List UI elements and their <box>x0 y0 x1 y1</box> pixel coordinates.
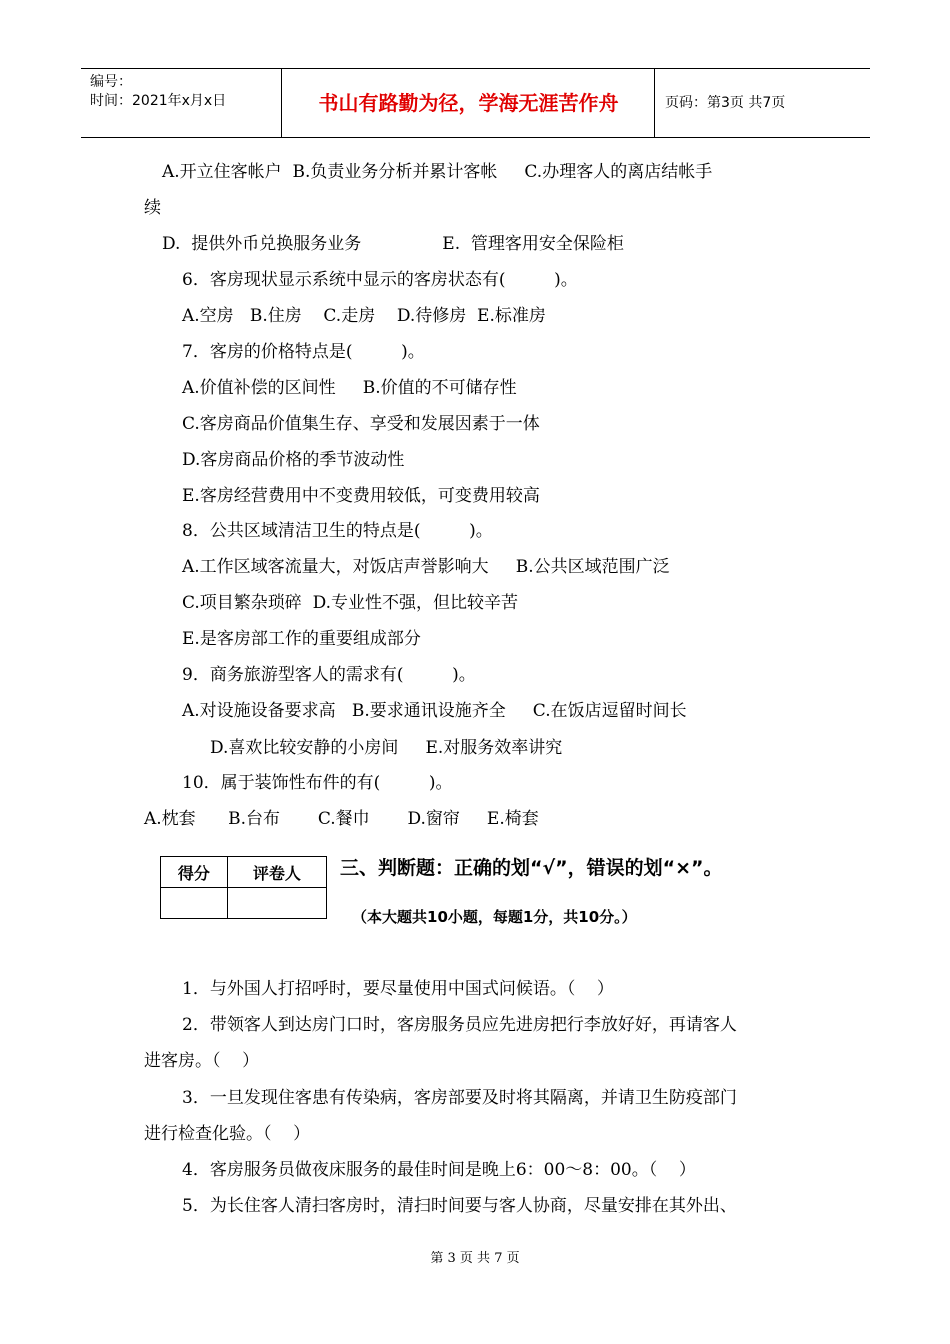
question-line: 7．客房的价格特点是( )。 <box>182 342 425 362</box>
judge-question: 4．客房服务员做夜床服务的最佳时间是晚上6：00～8：00。（ ） <box>182 1160 696 1180</box>
option-line: D.客房商品价格的季节波动性 <box>182 450 405 470</box>
section-title: 三、判断题：正确的划“√”，错误的划“×”。 <box>340 857 723 879</box>
option-line: A.枕套 B.台布 C.餐巾 D.窗帘 E.椅套 <box>144 809 539 829</box>
score-cell[interactable] <box>161 888 228 919</box>
grader-header: 评卷人 <box>227 857 326 888</box>
option-line: C.客房商品价值集生存、享受和发展因素于一体 <box>182 414 540 434</box>
header-motto: 书山有路勤为径，学海无涯苦作舟 <box>283 69 655 137</box>
option-line: E.是客房部工作的重要组成部分 <box>182 629 421 649</box>
option-line: A.开立住客帐户 B.负责业务分析并累计客帐 C.办理客人的离店结帐手 <box>162 162 713 182</box>
judge-question: 1．与外国人打招呼时，要尽量使用中国式问候语。（ ） <box>182 979 614 999</box>
judge-question-cont: 进客房。（ ） <box>144 1051 260 1071</box>
judge-question-cont: 进行检查化验。（ ） <box>144 1124 311 1144</box>
judge-question: 2．带领客人到达房门口时，客房服务员应先进房把行李放好好，再请客人 <box>182 1015 737 1035</box>
score-table <box>160 856 327 919</box>
option-line: A.空房 B.住房 C.走房 D.待修房 E.标准房 <box>182 306 546 326</box>
header-meta <box>81 69 282 137</box>
question-line: 9．商务旅游型客人的需求有( )。 <box>182 665 476 685</box>
judge-question: 3．一旦发现住客患有传染病，客房部要及时将其隔离，并请卫生防疫部门 <box>182 1088 737 1108</box>
judge-question: 5．为长住客人清扫客房时，清扫时间要与客人协商，尽量安排在其外出、 <box>182 1196 737 1216</box>
section-note: （本大题共10小题，每题1分，共10分。） <box>352 908 637 926</box>
option-line: A.价值补偿的区间性 B.价值的不可储存性 <box>182 378 517 398</box>
option-line: C.项目繁杂琐碎 D.专业性不强，但比较辛苦 <box>182 593 519 613</box>
header-page-info: 页码：第3页 共7页 <box>665 95 786 111</box>
option-line: 续 <box>144 198 161 218</box>
option-line: E.客房经营费用中不变费用较低，可变费用较高 <box>182 486 540 506</box>
question-line: 8．公共区域清洁卫生的特点是( )。 <box>182 521 493 541</box>
option-line: D.喜欢比较安静的小房间 E.对服务效率讲究 <box>210 738 563 758</box>
option-line: D. 提供外币兑换服务业务 E. 管理客用安全保险柜 <box>162 234 624 254</box>
option-line: A.对设施设备要求高 B.要求通讯设施齐全 C.在饭店逗留时间长 <box>182 701 687 721</box>
question-line: 10．属于装饰性布件的有( )。 <box>182 773 453 793</box>
score-header: 得分 <box>161 857 228 888</box>
page-footer: 第 3 页 共 7 页 <box>430 1251 520 1266</box>
number-label: 编号： <box>90 74 132 90</box>
option-line: A.工作区域客流量大，对饭店声誉影响大 B.公共区域范围广泛 <box>182 557 670 577</box>
question-line: 6．客房现状显示系统中显示的客房状态有( )。 <box>182 270 578 290</box>
time-label: 时间：2021年x月x日 <box>90 93 227 109</box>
grader-cell[interactable] <box>227 888 326 919</box>
page-header <box>81 68 870 138</box>
